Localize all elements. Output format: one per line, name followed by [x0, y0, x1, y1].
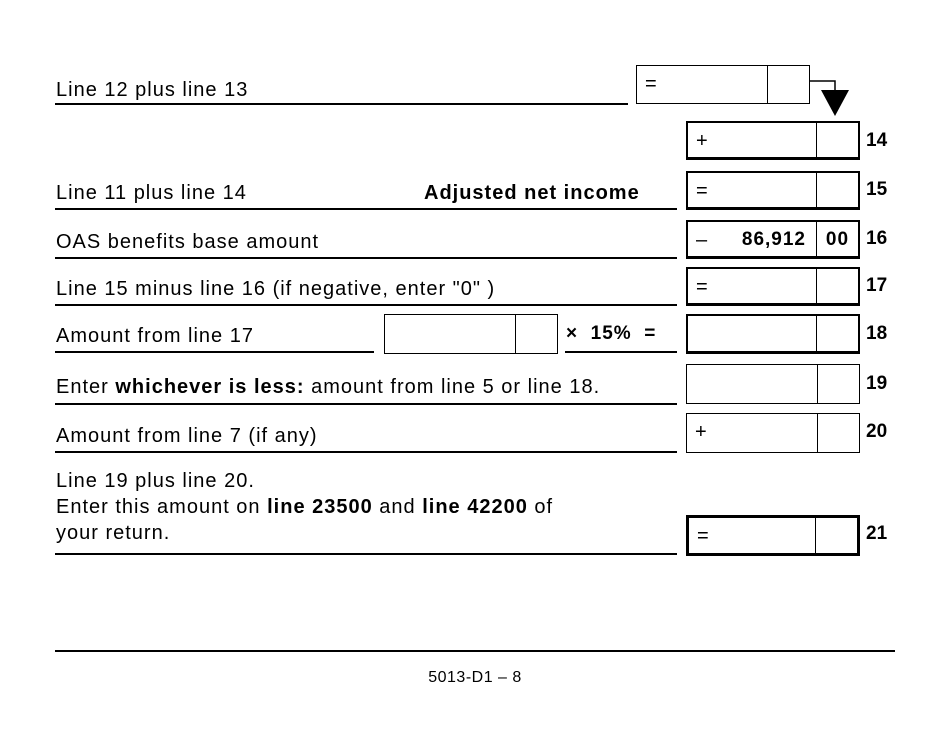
line-21-label-line3: your return.	[56, 522, 171, 544]
line-19-rule	[55, 403, 677, 405]
line-16-label: OAS benefits base amount	[56, 231, 320, 253]
line-21-line2-post: of	[527, 496, 554, 518]
line-21-line2-pre: Enter this amount on	[56, 496, 268, 518]
line-19-field[interactable]	[686, 364, 860, 404]
line-21-cents	[815, 518, 857, 553]
line-15-rule	[55, 208, 677, 210]
line-17-rule	[55, 304, 677, 306]
line-21-label-line2	[56, 495, 553, 519]
line-21-line2-bold2: line 42200	[422, 496, 528, 518]
adjusted-net-income-label: Adjusted net income	[424, 182, 640, 204]
line-21-field[interactable]	[686, 515, 860, 556]
line-21-operator: =	[697, 525, 709, 547]
line-17-label: Line 15 minus line 16 (if negative, enter "0" )	[56, 278, 496, 300]
line-14-number: 14	[866, 130, 888, 151]
line-15-cents	[816, 173, 858, 207]
line-13-cents	[767, 66, 809, 103]
line-17-cents	[816, 269, 858, 303]
line-20-number: 20	[866, 421, 888, 442]
line-16-field	[686, 220, 860, 259]
line-16-rule	[55, 257, 677, 259]
line-18-number: 18	[866, 323, 888, 344]
page-id: 5013-D1 – 8	[428, 669, 522, 686]
line-18-input-cents	[515, 315, 557, 353]
line-21-rule	[55, 553, 677, 555]
line-16-number: 16	[866, 228, 888, 249]
line-20-rule	[55, 451, 677, 453]
line-15-label: Line 11 plus line 14	[56, 182, 247, 204]
line-19-number: 19	[866, 373, 888, 394]
line-15-number: 15	[866, 179, 888, 200]
line-19-label-pre: Enter	[56, 376, 116, 398]
line-17-field[interactable]	[686, 267, 860, 306]
line-21-line2-bold1: line 23500	[267, 496, 373, 518]
line-16-amount: 86,912	[741, 229, 806, 250]
footer-rule	[55, 650, 895, 652]
line-14-cents	[816, 123, 858, 157]
line-18-rule	[55, 351, 374, 353]
line-16-cents: 00	[816, 222, 858, 256]
line-13-label: Line 12 plus line 13	[56, 79, 249, 101]
line-17-number: 17	[866, 275, 888, 296]
line-16-operator: –	[696, 229, 708, 251]
line-21-line2-mid: and	[372, 496, 423, 518]
line-14-operator: +	[696, 130, 708, 152]
line-20-operator: +	[695, 421, 707, 443]
line-19-label-bold: whichever is less:	[115, 376, 305, 398]
line-18-cents	[816, 316, 858, 351]
line-21-label-line1: Line 19 plus line 20.	[56, 470, 255, 492]
line-19-label-post: amount from line 5 or line 18.	[304, 376, 601, 398]
line-18-label: Amount from line 17	[56, 325, 254, 347]
line-19-label	[56, 375, 600, 399]
line-18-field[interactable]	[686, 314, 860, 354]
line-20-label: Amount from line 7 (if any)	[56, 425, 318, 447]
line-18-mid-rule	[565, 351, 677, 353]
line-19-cents	[817, 365, 859, 403]
line-13-total-field[interactable]	[636, 65, 810, 104]
line-20-field[interactable]	[686, 413, 860, 453]
line-15-operator: =	[696, 180, 708, 202]
line-21-number: 21	[866, 523, 888, 544]
line-18-input-field[interactable]	[384, 314, 558, 354]
line-20-cents	[817, 414, 859, 452]
line-17-operator: =	[696, 276, 708, 298]
line-13-operator: =	[645, 73, 657, 95]
line-18-multiplier: × 15% =	[566, 323, 657, 344]
line-14-field[interactable]	[686, 121, 860, 160]
line-15-field[interactable]	[686, 171, 860, 210]
line-13-rule	[55, 103, 628, 105]
arrow-down-icon	[805, 78, 855, 120]
